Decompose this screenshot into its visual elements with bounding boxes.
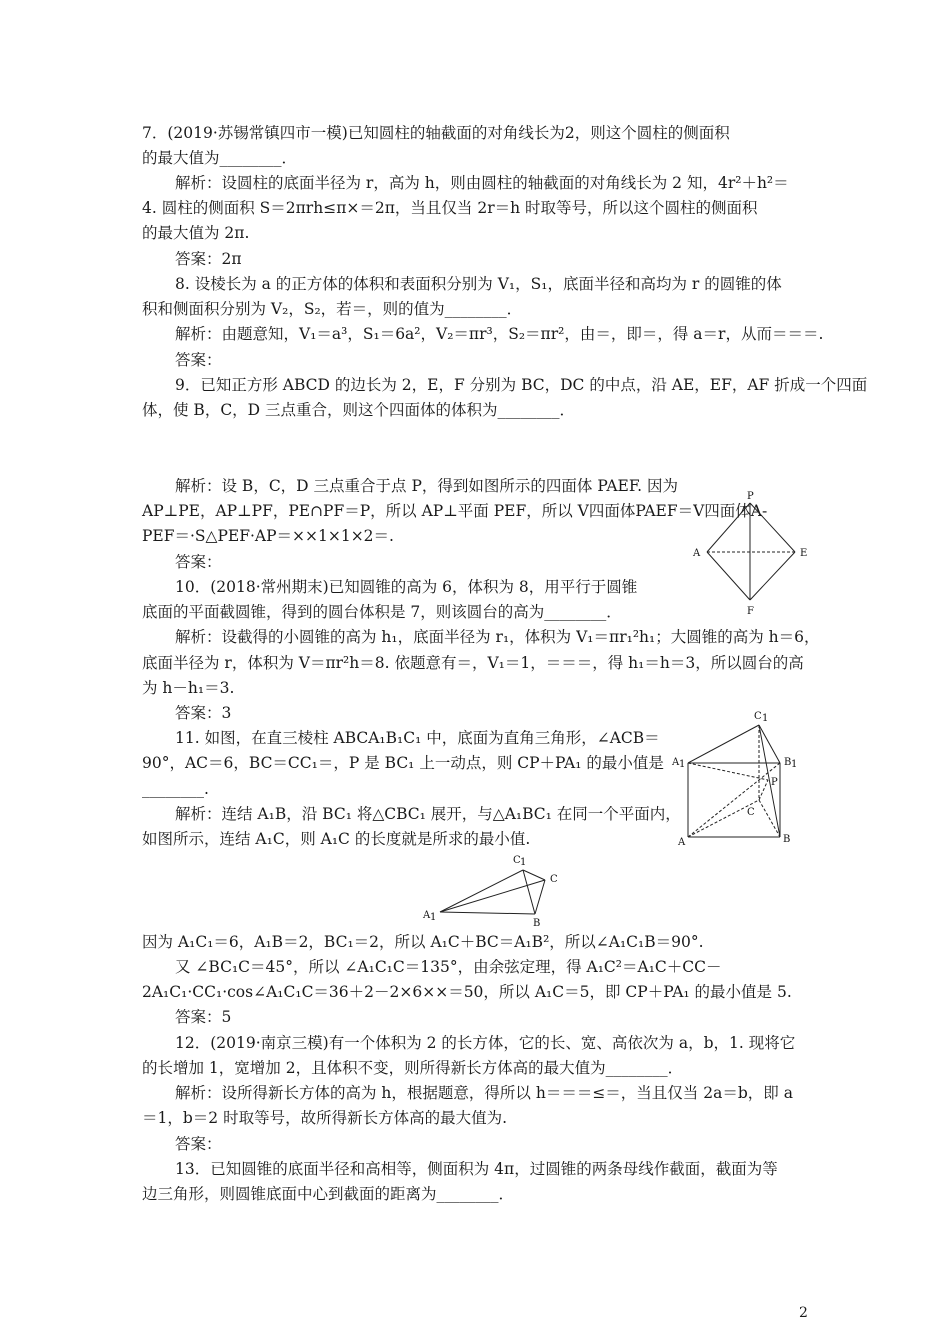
text-line: 13．已知圆锥的底面半径和高相等，侧面积为 4π，过圆锥的两条母线作截面，截面为等 xyxy=(175,1160,778,1178)
text-line: 解析：连结 A₁B，沿 BC₁ 将△CBC₁ 展开，与△A₁BC₁ 在同一个平面内， xyxy=(175,805,681,823)
text-line: 11. 如图，在直三棱柱 ABCA₁B₁C₁ 中，底面为直角三角形，∠ACB＝ xyxy=(175,729,660,747)
label-c: C xyxy=(747,807,755,818)
label-b1: B xyxy=(784,757,792,768)
text-line: 如图所示，连结 A₁C，则 A₁C 的长度就是所求的最小值. xyxy=(142,830,531,848)
label-a1: A xyxy=(672,757,680,768)
text-line: PEF＝·S△PEF·AP＝××1×1×2＝. xyxy=(142,527,394,545)
label-a: A xyxy=(678,837,686,848)
text-line: 为 h－h₁＝3. xyxy=(142,679,235,697)
label-b: B xyxy=(783,834,791,845)
label-a1-sub: 1 xyxy=(679,759,686,770)
text-line: AP⊥PE，AP⊥PF，PE∩PF＝P，所以 AP⊥平面 PEF，所以 V四面体PAEF＝V四面体A- xyxy=(142,502,768,520)
text-line: 又 ∠BC₁C＝45°，所以 ∠A₁C₁C＝135°，由余弦定理，得 A₁C²＝A₁C＋CC－ xyxy=(175,958,722,976)
text-line: 边三角形，则圆锥底面中心到截面的距离为________． xyxy=(142,1185,515,1203)
text-line: 解析：设 B，C，D 三点重合于点 P，得到如图所示的四面体 PAEF. 因为 xyxy=(175,477,679,495)
label-a1: A xyxy=(423,910,431,921)
text-line: 底面半径为 r，体积为 V＝πr²h＝8. 依题意有＝，V₁＝1，＝＝＝，得 h₁＝h＝3，所以圆台的高 xyxy=(142,654,804,672)
text-line: 答案： xyxy=(175,553,222,571)
text-line: 答案：5 xyxy=(175,1008,232,1026)
text-line: 答案： xyxy=(175,351,222,369)
text-line: 答案： xyxy=(175,1135,222,1153)
text-line: 因为 A₁C₁＝6，A₁B＝2，BC₁＝2，所以 A₁C＋BC＝A₁B²，所以∠A₁C₁B＝90°. xyxy=(142,933,704,951)
prism-figure xyxy=(670,705,810,855)
text-line: 8. 设棱长为 a 的正方体的体积和表面积分别为 V₁，S₁，底面半径和高均为 r 的圆锥的体 xyxy=(175,275,782,293)
text-line: 的最大值为 2π. xyxy=(142,224,250,242)
text-line: 底面的平面截圆锥，得到的圆台体积是 7，则该圆台的高为________． xyxy=(142,603,622,621)
text-line: 2A₁C₁·CC₁·cos∠A₁C₁C＝36＋2－2×6××＝50，所以 A₁C＝5，即 CP＋PA₁ 的最小值是 5. xyxy=(142,983,792,1001)
text-line: 体，使 B，C，D 三点重合，则这个四面体的体积为________． xyxy=(142,401,576,419)
text-line: ＝1，b＝2 时取等号，故所得新长方体高的最大值为. xyxy=(142,1109,508,1127)
label-c1: C xyxy=(754,711,762,722)
tetrahedron-figure xyxy=(685,488,825,628)
label-b: B xyxy=(533,918,541,929)
text-line: 7．(2019·苏锡常镇四市一模)已知圆柱的轴截面的对角线长为2，则这个圆柱的侧面积 xyxy=(142,124,730,142)
text-line: ________. xyxy=(142,780,209,798)
label-p: P xyxy=(747,491,754,502)
page-number: 2 xyxy=(799,1305,808,1321)
unfolded-triangle-figure xyxy=(420,852,570,927)
text-line: 答案：3 xyxy=(175,704,232,722)
label-c1-sub: 1 xyxy=(520,857,527,868)
label-c1: C xyxy=(513,855,521,866)
text-line: 的最大值为________． xyxy=(142,149,298,167)
label-a1-sub: 1 xyxy=(430,912,437,923)
text-line: 解析：设所得新长方体的高为 h，根据题意，得所以 h＝＝＝≤＝，当且仅当 2a＝b，即 a xyxy=(175,1084,793,1102)
text-line: 的长增加 1，宽增加 2，且体积不变，则所得新长方体高的最大值为________． xyxy=(142,1059,684,1077)
text-line: 4. 圆柱的侧面积 S＝2πrh≤π×＝2π，当且仅当 2r＝h 时取等号，所以这个圆柱的侧面积 xyxy=(142,199,758,217)
label-c1-sub: 1 xyxy=(762,713,769,724)
text-line: 解析：设截得的小圆锥的高为 h₁，底面半径为 r₁，体积为 V₁＝πr₁²h₁；大圆锥的高为 h＝6， xyxy=(175,628,820,646)
label-p: P xyxy=(771,777,778,788)
text-line: 解析：设圆柱的底面半径为 r，高为 h，则由圆柱的轴截面的对角线长为 2 知，4r²＋h²＝ xyxy=(175,174,789,192)
label-c: C xyxy=(550,874,558,885)
label-f: F xyxy=(747,606,754,617)
label-e: E xyxy=(800,548,808,559)
text-line: 答案：2π xyxy=(175,250,242,268)
text-line: 10．(2018·常州期末)已知圆锥的高为 6，体积为 8，用平行于圆锥 xyxy=(175,578,638,596)
label-b1-sub: 1 xyxy=(791,759,798,770)
text-line: 90°，AC＝6，BC＝CC₁＝，P 是 BC₁ 上一动点，则 CP＋PA₁ 的最小值是 xyxy=(142,754,664,772)
text-line: 9．已知正方形 ABCD 的边长为 2，E，F 分别为 BC，DC 的中点，沿 AE，EF，AF 折成一个四面 xyxy=(175,376,868,394)
text-line: 解析：由题意知，V₁＝a³，S₁＝6a²，V₂＝πr³，S₂＝πr²，由＝，即＝，得 a＝r，从而＝＝＝. xyxy=(175,325,824,343)
label-a: A xyxy=(693,548,701,559)
text-line: 12．(2019·南京三模)有一个体积为 2 的长方体，它的长、宽、高依次为 a，b，1. 现将它 xyxy=(175,1034,796,1052)
text-line: 积和侧面积分别为 V₂，S₂，若＝，则的值为________． xyxy=(142,300,523,318)
